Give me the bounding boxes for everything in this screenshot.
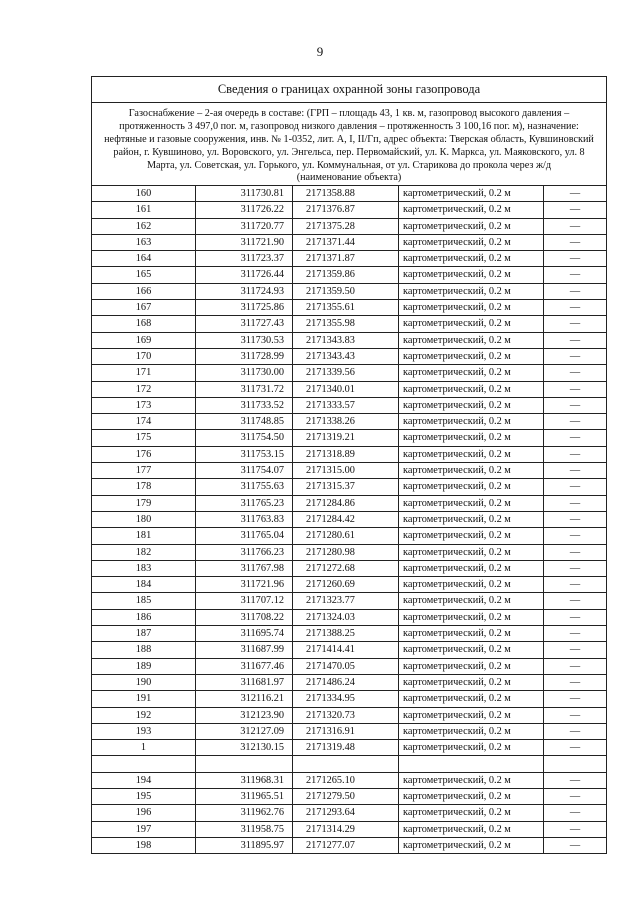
x-coordinate-cell: 311677.46: [196, 658, 293, 674]
x-coordinate-cell: 311766.23: [196, 544, 293, 560]
point-number-cell: 191: [92, 691, 196, 707]
table-row: [92, 479, 606, 495]
x-coordinate-cell: 311707.12: [196, 593, 293, 609]
dash-cell: —: [544, 707, 607, 723]
empty-cell: [196, 756, 293, 772]
dash-cell: —: [544, 740, 607, 756]
x-coordinate-cell: 312123.90: [196, 707, 293, 723]
method-cell: картометрический, 0.2 м: [399, 593, 544, 609]
method-cell: картометрический, 0.2 м: [399, 723, 544, 739]
y-coordinate-cell: 2171314.29: [293, 821, 399, 837]
dash-cell: —: [544, 446, 607, 462]
y-coordinate-cell: 2171486.24: [293, 674, 399, 690]
method-cell: картометрический, 0.2 м: [399, 674, 544, 690]
table-row: [92, 740, 606, 756]
point-number-cell: 166: [92, 283, 196, 299]
y-coordinate-cell: 2171280.61: [293, 528, 399, 544]
point-number-cell: 170: [92, 348, 196, 364]
y-coordinate-cell: 2171272.68: [293, 560, 399, 576]
table-row: [92, 691, 606, 707]
method-cell: картометрический, 0.2 м: [399, 691, 544, 707]
y-coordinate-cell: 2171355.61: [293, 300, 399, 316]
table-row: [92, 511, 606, 527]
method-cell: картометрический, 0.2 м: [399, 202, 544, 218]
table-row: [92, 658, 606, 674]
empty-cell: [399, 756, 544, 772]
point-number-cell: 180: [92, 511, 196, 527]
method-cell: картометрический, 0.2 м: [399, 805, 544, 821]
method-cell: картометрический, 0.2 м: [399, 772, 544, 788]
x-coordinate-cell: 311730.81: [196, 186, 293, 202]
x-coordinate-cell: 311731.72: [196, 381, 293, 397]
y-coordinate-cell: 2171279.50: [293, 788, 399, 804]
y-coordinate-cell: 2171319.21: [293, 430, 399, 446]
method-cell: картометрический, 0.2 м: [399, 740, 544, 756]
method-cell: картометрический, 0.2 м: [399, 463, 544, 479]
x-coordinate-cell: 311754.50: [196, 430, 293, 446]
x-coordinate-cell: 312130.15: [196, 740, 293, 756]
table-row: [92, 626, 606, 642]
dash-cell: —: [544, 463, 607, 479]
x-coordinate-cell: 312116.21: [196, 691, 293, 707]
table-row: [92, 495, 606, 511]
table-row: [92, 837, 606, 853]
x-coordinate-cell: 311724.93: [196, 283, 293, 299]
x-coordinate-cell: 311730.00: [196, 365, 293, 381]
point-number-cell: 177: [92, 463, 196, 479]
y-coordinate-cell: 2171318.89: [293, 446, 399, 462]
x-coordinate-cell: 311763.83: [196, 511, 293, 527]
dash-cell: —: [544, 642, 607, 658]
y-coordinate-cell: 2171323.77: [293, 593, 399, 609]
x-coordinate-cell: 311753.15: [196, 446, 293, 462]
empty-cell: [293, 756, 399, 772]
table-row: [92, 202, 606, 218]
dash-cell: —: [544, 560, 607, 576]
table-row: [92, 446, 606, 462]
method-cell: картометрический, 0.2 м: [399, 348, 544, 364]
x-coordinate-cell: 311965.51: [196, 788, 293, 804]
table-row: [92, 234, 606, 250]
dash-cell: —: [544, 234, 607, 250]
table-row: [92, 283, 606, 299]
y-coordinate-cell: 2171293.64: [293, 805, 399, 821]
point-number-cell: 197: [92, 821, 196, 837]
table-row: [92, 772, 606, 788]
x-coordinate-cell: 311720.77: [196, 218, 293, 234]
y-coordinate-cell: 2171315.00: [293, 463, 399, 479]
point-number-cell: 178: [92, 479, 196, 495]
point-number-cell: 198: [92, 837, 196, 853]
point-number-cell: 196: [92, 805, 196, 821]
x-coordinate-cell: 311765.04: [196, 528, 293, 544]
method-cell: картометрический, 0.2 м: [399, 658, 544, 674]
table-row: [92, 267, 606, 283]
point-number-cell: 195: [92, 788, 196, 804]
coordinates-table-separator: [92, 756, 606, 772]
table-row-empty: [92, 756, 606, 772]
method-cell: картометрический, 0.2 м: [399, 511, 544, 527]
y-coordinate-cell: 2171470.05: [293, 658, 399, 674]
dash-cell: —: [544, 544, 607, 560]
dash-cell: —: [544, 186, 607, 202]
y-coordinate-cell: 2171375.28: [293, 218, 399, 234]
point-number-cell: 163: [92, 234, 196, 250]
dash-cell: —: [544, 577, 607, 593]
x-coordinate-cell: 311725.86: [196, 300, 293, 316]
x-coordinate-cell: 311728.99: [196, 348, 293, 364]
table-row: [92, 365, 606, 381]
point-number-cell: 168: [92, 316, 196, 332]
method-cell: картометрический, 0.2 м: [399, 430, 544, 446]
x-coordinate-cell: 311755.63: [196, 479, 293, 495]
y-coordinate-cell: 2171343.43: [293, 348, 399, 364]
table-row: [92, 463, 606, 479]
method-cell: картометрический, 0.2 м: [399, 446, 544, 462]
dash-cell: —: [544, 202, 607, 218]
y-coordinate-cell: 2171333.57: [293, 397, 399, 413]
point-number-cell: 185: [92, 593, 196, 609]
method-cell: картометрический, 0.2 м: [399, 251, 544, 267]
table-row: [92, 560, 606, 576]
table-row: [92, 348, 606, 364]
method-cell: картометрический, 0.2 м: [399, 414, 544, 430]
method-cell: картометрический, 0.2 м: [399, 560, 544, 576]
table-row: [92, 642, 606, 658]
method-cell: картометрический, 0.2 м: [399, 267, 544, 283]
dash-cell: —: [544, 805, 607, 821]
x-coordinate-cell: 311727.43: [196, 316, 293, 332]
dash-cell: —: [544, 609, 607, 625]
point-number-cell: 173: [92, 397, 196, 413]
object-description: Газоснабжение – 2-ая очередь в составе: (ГРП – площадь 43, 1 кв. м, газопровод высокого давления – протяженность 3 497,0 пог. м, газопровод низкого давления – протяженность 3 100,16 пог. м), назначение: нефтяные и газовые сооружения, инв. № 1-0352, лит. А, I, II/Гп, адрес объекта: Тверская область, Кувшиновский район, г. Кувшиново, ул. Воровского, ул. Энгельса, пер. Первомайский, ул. К. Маркса, ул. Маяковского, ул. 8 Марта, ул. Советская, ул. Горького, ул. Коммунальная, от ул. Старикова до проколa через ж/д: [104, 108, 594, 171]
point-number-cell: 169: [92, 332, 196, 348]
point-number-cell: 190: [92, 674, 196, 690]
y-coordinate-cell: 2171376.87: [293, 202, 399, 218]
dash-cell: —: [544, 495, 607, 511]
y-coordinate-cell: 2171343.83: [293, 332, 399, 348]
y-coordinate-cell: 2171319.48: [293, 740, 399, 756]
table-row: [92, 674, 606, 690]
dash-cell: —: [544, 316, 607, 332]
y-coordinate-cell: 2171339.56: [293, 365, 399, 381]
dash-cell: —: [544, 365, 607, 381]
dash-cell: —: [544, 821, 607, 837]
dash-cell: —: [544, 772, 607, 788]
point-number-cell: 167: [92, 300, 196, 316]
point-number-cell: 162: [92, 218, 196, 234]
table-row: [92, 381, 606, 397]
y-coordinate-cell: 2171324.03: [293, 609, 399, 625]
empty-cell: [544, 756, 607, 772]
x-coordinate-cell: 311958.75: [196, 821, 293, 837]
table-row: [92, 186, 606, 202]
x-coordinate-cell: 312127.09: [196, 723, 293, 739]
dash-cell: —: [544, 397, 607, 413]
point-number-cell: 181: [92, 528, 196, 544]
dash-cell: —: [544, 218, 607, 234]
point-number-cell: 179: [92, 495, 196, 511]
x-coordinate-cell: 311748.85: [196, 414, 293, 430]
point-number-cell: 182: [92, 544, 196, 560]
y-coordinate-cell: 2171371.44: [293, 234, 399, 250]
dash-cell: —: [544, 332, 607, 348]
point-number-cell: 186: [92, 609, 196, 625]
method-cell: картометрический, 0.2 м: [399, 316, 544, 332]
y-coordinate-cell: 2171260.69: [293, 577, 399, 593]
x-coordinate-cell: 311721.90: [196, 234, 293, 250]
dash-cell: —: [544, 414, 607, 430]
table-row: [92, 251, 606, 267]
dash-cell: —: [544, 251, 607, 267]
y-coordinate-cell: 2171355.98: [293, 316, 399, 332]
method-cell: картометрический, 0.2 м: [399, 283, 544, 299]
point-number-cell: 183: [92, 560, 196, 576]
table-row: [92, 821, 606, 837]
y-coordinate-cell: 2171316.91: [293, 723, 399, 739]
point-number-cell: 176: [92, 446, 196, 462]
x-coordinate-cell: 311721.96: [196, 577, 293, 593]
method-cell: картометрический, 0.2 м: [399, 821, 544, 837]
table-row: [92, 218, 606, 234]
dash-cell: —: [544, 528, 607, 544]
point-number-cell: 189: [92, 658, 196, 674]
dash-cell: —: [544, 691, 607, 707]
point-number-cell: 184: [92, 577, 196, 593]
table-row: [92, 707, 606, 723]
method-cell: картометрический, 0.2 м: [399, 837, 544, 853]
point-number-cell: 174: [92, 414, 196, 430]
y-coordinate-cell: 2171359.86: [293, 267, 399, 283]
x-coordinate-cell: 311765.23: [196, 495, 293, 511]
table-row: [92, 577, 606, 593]
point-number-cell: 175: [92, 430, 196, 446]
y-coordinate-cell: 2171334.95: [293, 691, 399, 707]
dash-cell: —: [544, 511, 607, 527]
method-cell: картометрический, 0.2 м: [399, 544, 544, 560]
table-row: [92, 544, 606, 560]
method-cell: картометрический, 0.2 м: [399, 234, 544, 250]
dash-cell: —: [544, 479, 607, 495]
y-coordinate-cell: 2171284.42: [293, 511, 399, 527]
dash-cell: —: [544, 593, 607, 609]
y-coordinate-cell: 2171338.26: [293, 414, 399, 430]
point-number-cell: 161: [92, 202, 196, 218]
table-row: [92, 430, 606, 446]
x-coordinate-cell: 311681.97: [196, 674, 293, 690]
x-coordinate-cell: 311726.22: [196, 202, 293, 218]
dash-cell: —: [544, 658, 607, 674]
x-coordinate-cell: 311733.52: [196, 397, 293, 413]
x-coordinate-cell: 311695.74: [196, 626, 293, 642]
empty-cell: [92, 756, 196, 772]
dash-cell: —: [544, 674, 607, 690]
method-cell: картометрический, 0.2 м: [399, 479, 544, 495]
table-row: [92, 528, 606, 544]
dash-cell: —: [544, 626, 607, 642]
dash-cell: —: [544, 381, 607, 397]
sheet-title: Сведения о границах охранной зоны газопровода: [92, 77, 606, 103]
method-cell: картометрический, 0.2 м: [399, 577, 544, 593]
y-coordinate-cell: 2171315.37: [293, 479, 399, 495]
dash-cell: —: [544, 430, 607, 446]
method-cell: картометрический, 0.2 м: [399, 186, 544, 202]
method-cell: картометрический, 0.2 м: [399, 300, 544, 316]
method-cell: картометрический, 0.2 м: [399, 642, 544, 658]
table-row: [92, 414, 606, 430]
y-coordinate-cell: 2171265.10: [293, 772, 399, 788]
x-coordinate-cell: 311895.97: [196, 837, 293, 853]
point-number-cell: 187: [92, 626, 196, 642]
x-coordinate-cell: 311754.07: [196, 463, 293, 479]
boundary-info-sheet: [91, 76, 607, 854]
point-number-cell: 192: [92, 707, 196, 723]
method-cell: картометрический, 0.2 м: [399, 626, 544, 642]
dash-cell: —: [544, 283, 607, 299]
method-cell: картометрический, 0.2 м: [399, 788, 544, 804]
point-number-cell: 171: [92, 365, 196, 381]
table-row: [92, 300, 606, 316]
y-coordinate-cell: 2171320.73: [293, 707, 399, 723]
method-cell: картометрический, 0.2 м: [399, 397, 544, 413]
point-number-cell: 194: [92, 772, 196, 788]
object-description-caption: (наименование объекта): [296, 172, 402, 183]
point-number-cell: 193: [92, 723, 196, 739]
point-number-cell: 164: [92, 251, 196, 267]
x-coordinate-cell: 311968.31: [196, 772, 293, 788]
method-cell: картометрический, 0.2 м: [399, 495, 544, 511]
point-number-cell: 172: [92, 381, 196, 397]
method-cell: картометрический, 0.2 м: [399, 218, 544, 234]
point-number-cell: 1: [92, 740, 196, 756]
method-cell: картометрический, 0.2 м: [399, 707, 544, 723]
coordinates-table-body-upper: [92, 186, 606, 756]
x-coordinate-cell: 311687.99: [196, 642, 293, 658]
method-cell: картометрический, 0.2 м: [399, 332, 544, 348]
y-coordinate-cell: 2171277.07: [293, 837, 399, 853]
y-coordinate-cell: 2171414.41: [293, 642, 399, 658]
coordinates-table: [92, 185, 606, 853]
dash-cell: —: [544, 723, 607, 739]
x-coordinate-cell: 311767.98: [196, 560, 293, 576]
x-coordinate-cell: 311962.76: [196, 805, 293, 821]
table-row: [92, 332, 606, 348]
y-coordinate-cell: 2171358.88: [293, 186, 399, 202]
table-row: [92, 723, 606, 739]
point-number-cell: 165: [92, 267, 196, 283]
y-coordinate-cell: 2171284.86: [293, 495, 399, 511]
x-coordinate-cell: 311726.44: [196, 267, 293, 283]
table-row: [92, 593, 606, 609]
dash-cell: —: [544, 267, 607, 283]
x-coordinate-cell: 311730.53: [196, 332, 293, 348]
y-coordinate-cell: 2171340.01: [293, 381, 399, 397]
dash-cell: —: [544, 837, 607, 853]
page-number: 9: [316, 44, 324, 59]
dash-cell: —: [544, 348, 607, 364]
method-cell: картометрический, 0.2 м: [399, 528, 544, 544]
coordinates-table-body-lower: [92, 772, 606, 853]
table-row: [92, 805, 606, 821]
y-coordinate-cell: 2171371.87: [293, 251, 399, 267]
y-coordinate-cell: 2171359.50: [293, 283, 399, 299]
table-row: [92, 397, 606, 413]
point-number-cell: 160: [92, 186, 196, 202]
table-row: [92, 316, 606, 332]
table-row: [92, 609, 606, 625]
y-coordinate-cell: 2171388.25: [293, 626, 399, 642]
method-cell: картометрический, 0.2 м: [399, 609, 544, 625]
point-number-cell: 188: [92, 642, 196, 658]
table-row: [92, 788, 606, 804]
x-coordinate-cell: 311723.37: [196, 251, 293, 267]
method-cell: картометрический, 0.2 м: [399, 365, 544, 381]
dash-cell: —: [544, 300, 607, 316]
y-coordinate-cell: 2171280.98: [293, 544, 399, 560]
x-coordinate-cell: 311708.22: [196, 609, 293, 625]
method-cell: картометрический, 0.2 м: [399, 381, 544, 397]
dash-cell: —: [544, 788, 607, 804]
